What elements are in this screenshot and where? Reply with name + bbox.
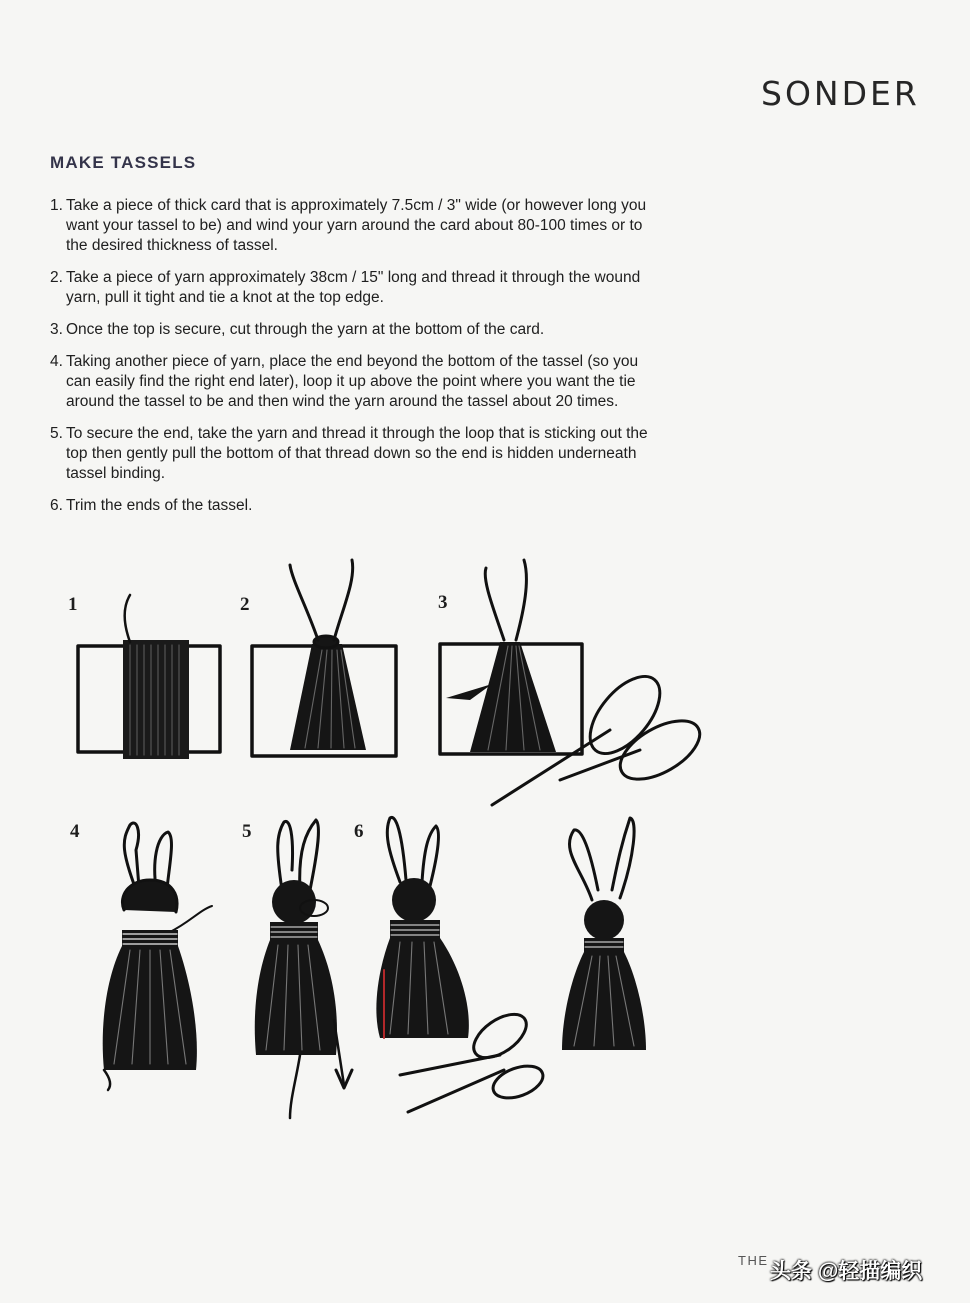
step-number: 5.	[50, 425, 63, 442]
step-text: Once the top is secure, cut through the yarn at the bottom of the card.	[66, 321, 545, 338]
finished-tassel-icon	[562, 818, 646, 1050]
instruction-list	[50, 196, 650, 528]
step-number: 1.	[50, 197, 63, 214]
step-4-label: 4	[70, 821, 80, 842]
step-5-label: 5	[242, 821, 252, 842]
cut-yarn-scissors-icon	[440, 560, 709, 805]
trim-tassel-scissors-icon	[376, 817, 547, 1112]
step-number: 3.	[50, 321, 63, 338]
step-text: Taking another piece of yarn, place the end beyond the bottom of the tassel (so you can easily find the right end later), loop it up above the point where you want the tie around the tassel to be and then wind the yarn around the tassel about 20 times.	[66, 353, 639, 410]
instruction-step	[50, 268, 650, 308]
instruction-step	[50, 496, 650, 516]
step-3-label: 3	[438, 592, 448, 613]
footer-text: THE	[738, 1253, 769, 1268]
step-1-label: 1	[68, 594, 78, 615]
step-number: 6.	[50, 497, 63, 514]
watermark: 头条 @轻描编织	[770, 1260, 923, 1283]
instruction-step	[50, 424, 650, 484]
brand-logo: SONDER	[761, 74, 920, 113]
secure-tassel-icon	[255, 820, 352, 1118]
step-2-label: 2	[240, 594, 250, 615]
tied-yarn-on-card-icon	[252, 560, 396, 756]
section-heading: MAKE TASSELS	[50, 153, 197, 172]
card-wound-yarn-icon	[78, 595, 220, 759]
instruction-step	[50, 352, 650, 412]
step-number: 4.	[50, 353, 63, 370]
step-text: Trim the ends of the tassel.	[66, 497, 253, 514]
instruction-step	[50, 196, 650, 256]
instruction-step	[50, 320, 650, 340]
step-text: To secure the end, take the yarn and thread it through the loop that is sticking out the top then gently pull the bottom of that thread down so the end is hidden underneath tassel binding.	[66, 425, 648, 482]
step-text: Take a piece of thick card that is approximately 7.5cm / 3" wide (or however long you want your tassel to be) and wind your yarn around the card about 80-100 times or to the desired thickness of tassel.	[66, 197, 647, 254]
step-6-label: 6	[354, 821, 364, 842]
tassel-diagram	[0, 550, 970, 1140]
step-number: 2.	[50, 269, 63, 286]
wrap-tassel-icon	[103, 823, 212, 1090]
step-text: Take a piece of yarn approximately 38cm / 15" long and thread it through the wound yarn, pull it tight and tie a knot at the top edge.	[66, 269, 641, 306]
